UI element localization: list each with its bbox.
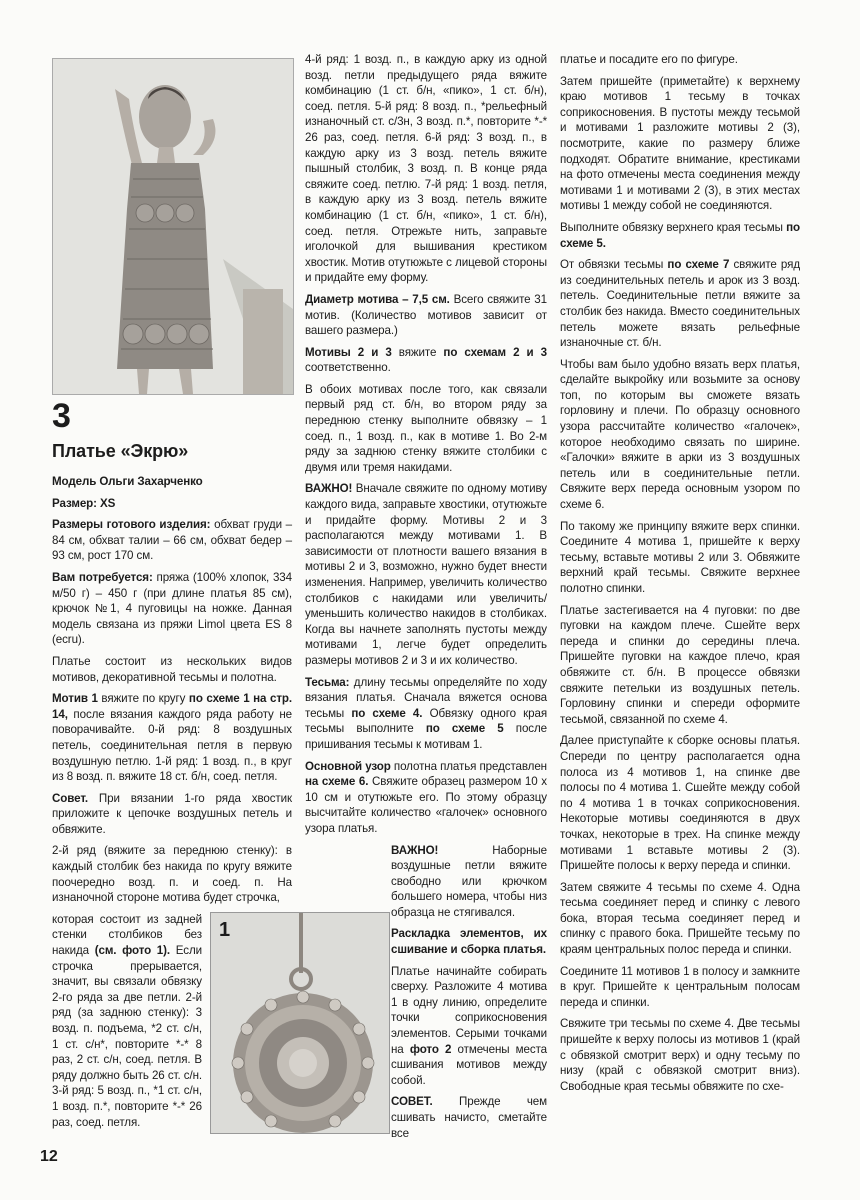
three-braids-paragraph: Свяжите три тесьмы по схеме 4. Две тесьмы пришейте к верху полосы из мотивов 1 (край с обвязкой смотрит верх) и одну тесьму по низу (край с обвязкой смотрит вниз). Свободные края тесьмы обвяжите по схе- — [560, 1017, 800, 1093]
page-number: 12 — [40, 1148, 58, 1165]
rows4-7-paragraph: 4-й ряд: 1 возд. п., в каждую арку из одной возд. петли предыдущего ряда вяжите комбинацию (1 ст. б/н, «пико», 1 ст. б/н), соед. петля. 5-й ряд: 8 возд. п., *рельефный изнаночный ст. с/3н, 3 возд. п.*, повторите *-* 26 раз, соед. петля. 6-й ряд: 3 возд. п., в каждую арку из 3 возд. петель вяжите пышный столбик, 3 возд. п. В конце ряда свяжите соед. петлю. 7-й ряд: 1 возд. петля, в каждую арку из 3 возд. петель вяжите комбинацию (1 ст. б/н, «пико», 1 ст. б/н), соед. петля. Отрежьте нить, заправьте иголочкой для вышивания крестиком хвостик. Мотив отутюжьте с лицевой стороны и придайте ему форму. — [305, 53, 547, 285]
ring-paragraph: Соедините 11 мотивов 1 в полосу и замкните в круг. Пришейте к центральным полосам переда и спинки. — [560, 964, 800, 1009]
both-motifs-paragraph: В обоих мотивах после того, как связали первый ряд ст. б/н, во втором ряду за переднюю стенку выполните обвязку – 1 соед. п., 1 возд. п., как в мотиве 1. Во 2-м ряду за заднюю стенку вяжите столбики с двумя или тремя накидами. — [305, 382, 547, 474]
fit-paragraph: платье и посадите его по фигуре. — [560, 53, 738, 66]
assembly-base-paragraph: Далее приступайте к сборке основы платья. Спереди по центру располагается одна полоса из 4 мотивов 1, на спинке две полосы по 4 мотива 1. Сшейте между собой по 4 мотива 1 в точках соприкосновения. Некоторые мотивы соединяются в двух точках, некоторые в трех. На спинке между мотивами 1 вставьте мотивы 2 (3). Пришейте полосы к верху переда и спинки. — [560, 734, 800, 873]
attach-braid-paragraph: Затем пришейте (приметайте) к верхнему краю мотивов 1 тесьму в точках соприкосновения. В пустоты между тесьмой и мотивами 1 разложите мотивы 2 (3), посмотрите, какие по размеру ближе подходят. Обратите внимание, крестиками на фото отмечены места соединения между мотивами 1 и мотивами 2 (3), в этих местах мотивы 1 между собой не соединяются. — [560, 74, 800, 213]
model-author: Модель Ольги Захарченко — [52, 475, 203, 488]
edge-paragraph: Выполните обвязку верхнего края тесьмы по схеме 5. — [560, 220, 800, 250]
main-pattern-paragraph: Основной узор полотна платья представлен на схеме 6. Свяжите образец размером 10 х 10 см и отутюжьте его. По этому образцу высчитайте количество «галочек» основного узора платья. — [305, 759, 547, 835]
pattern-title: Платье «Экрю» — [52, 441, 189, 461]
tip-paragraph-2: СОВЕТ. Прежде чем сшивать начисто, сметайте все — [391, 1095, 547, 1140]
assembly-heading: Раскладка элементов, их сшивание и сборка платья. — [391, 927, 547, 957]
buttons-paragraph: Платье застегивается на 4 пуговки: по две пуговки на каждом плече. Сшейте верх переда и спинки до середины плеча. Пришейте пуговки на каждое плечо, края обвяжите ст. б/н. В процессе обвязки свяжите петельки из воздушных петель. Горловину спинки и спереди оформите тесьмой, связанной по схеме 4. — [560, 603, 800, 726]
braid-paragraph: Тесьма: длину тесьмы определяйте по ходу вязания платья. Сначала вяжется основа тесьмы по схеме 4. Обвязку одного края тесьмы выполните по схеме 5 после пришивания тесьмы к мотивам 1. — [305, 675, 548, 751]
row2-paragraph: 2-й ряд (вяжите за переднюю стенку): в каждый столбик без накида по кругу вяжите поочередно возд. п. и соед. п. На изнаночной стороне мотива будет строчка, — [52, 844, 292, 905]
finished-size-paragraph: Размеры готового изделия: обхват груди – 84 см, обхват талии – 66 см, обхват бедер – 93 см, рост 170 см. — [52, 518, 292, 563]
row2-continued: которая состоит из задней стенки столбиков без накида (см. фото 1). Если строчка прерывается, значит, вы связали обвязку 2-го ряда за две петли. 2-й ряд (за заднюю стенку): 3 возд. п. подъема, *2 ст. с/н, 1 ст. с/н*, повторите *-* 8 раз, 2 ст. с/н, соед. петля. В ряду должно быть 26 ст. с/н. 3-й ряд: 5 возд. п., *1 ст. с/н, 1 возд. п.*, повторите *-* 26 раз, соед. петля. — [52, 912, 202, 1129]
column-3 — [560, 52, 800, 1100]
motifs-2-3-paragraph: Мотивы 2 и 3 вяжите по схемам 2 и 3 соответственно. — [305, 345, 547, 375]
important-paragraph-1: ВАЖНО! Вначале свяжите по одному мотиву каждого вида, заправьте хвостики, отутюжьте и придайте форму. Мотивы 2 и 3 располагаются между мотивами 1. В зависимости от плотности вашего вязания в мотивы 2 и 3, возможно, нужно будет внести изменения. Например, увеличить количество столбиков с накидами или увеличить/уменьшить количество накидов в столбиках. Когда вы начнете заполнять пустоты между мотивами 1, легче будет определить размеры мотивов 2 и 3 и их количество. — [305, 482, 547, 667]
dress-photo — [52, 58, 294, 395]
tip-paragraph: Совет. При вязании 1-го ряда хвостик приложите к цепочке воздушных петель и обвяжите. — [52, 791, 292, 836]
photo-1-label: 1 — [219, 919, 231, 941]
important-paragraph-2: ВАЖНО! Наборные воздушные петли вяжите свободно или крючком большего номера, чтобы низ образца не стягивался. — [391, 843, 547, 919]
back-paragraph: По такому же принципу вяжите верх спинки. Соедините 4 мотива 1, пришейте к верху тесьму, вставьте мотивы 2 или 3. Обвяжите верхний край тесьмы. Свяжите верхнее полотно спинки. — [560, 519, 800, 595]
motif1-paragraph: Мотив 1 вяжите по кругу по схеме 1 на стр. 14, после вязания каждого ряда работу не поворачивайте. 0-й ряд: 8 воздушных петель, соединительная петля в первую воздушную петлю. 1-й ряд: 1 возд. п., в круг из 8 возд. п. вяжите 18 ст. б/н, соед. петля. — [52, 692, 292, 784]
column-2 — [305, 52, 547, 1147]
side-braids-paragraph: Затем свяжите 4 тесьмы по схеме 4. Одна тесьма соединяет перед и спинку с левого бока, вторая тесьма соединяет перед и спинку с правого бока. Пришейте тесьму по краям центральных полос переда и спинки. — [560, 880, 800, 957]
wrapped-text — [391, 843, 547, 1142]
composition-paragraph: Платье состоит из нескольких видов мотивов, декоративной тесьмы и полотна. — [52, 654, 292, 684]
top-paragraph: Чтобы вам было удобно вязать верх платья, сделайте выкройку или возьмите за основу топ, по которым вы сможете вязать горловину и плечи. По образцу основного узора рассчитайте количество «галочек», которое необходимо связать по ширине. «Галочки» вяжите в арки из 3 воздушных петель или в соединительные петли. Свяжите верх переда основным узором по схеме 6. — [560, 357, 800, 512]
size-label: Размер: XS — [52, 496, 116, 510]
motif-diameter-paragraph: Диаметр мотива – 7,5 см. Всего свяжите 31 мотив. (Количество мотивов зависит от вашего размера.) — [305, 292, 547, 338]
pattern-number: 3 — [52, 397, 71, 435]
scheme7-paragraph: От обвязки тесьмы по схеме 7 свяжите ряд из соединительных петель и арок из 3 возд. петель. Соединительные петли вяжите за столбик без накида. Вместо соединительных петель можете вязать рельефные изнаночные ст. б/н. — [560, 258, 800, 350]
materials-paragraph: Вам потребуется: пряжа (100% хлопок, 334 м/50 г) – 450 г (при длине платья 85 см), крючок №1, 4 пуговицы на ножке. Данная модель связана из пряжи Limol цвета ES 8 (ecru). — [52, 570, 293, 647]
dress-illustration — [53, 59, 293, 394]
assembly-paragraph: Платье начинайте собирать сверху. Разложите 4 мотива 1 в одну линию, определите точки соприкосновения элементов. Серыми точками на фото 2 отмечены места сшивания мотивов между собой. — [391, 964, 547, 1087]
